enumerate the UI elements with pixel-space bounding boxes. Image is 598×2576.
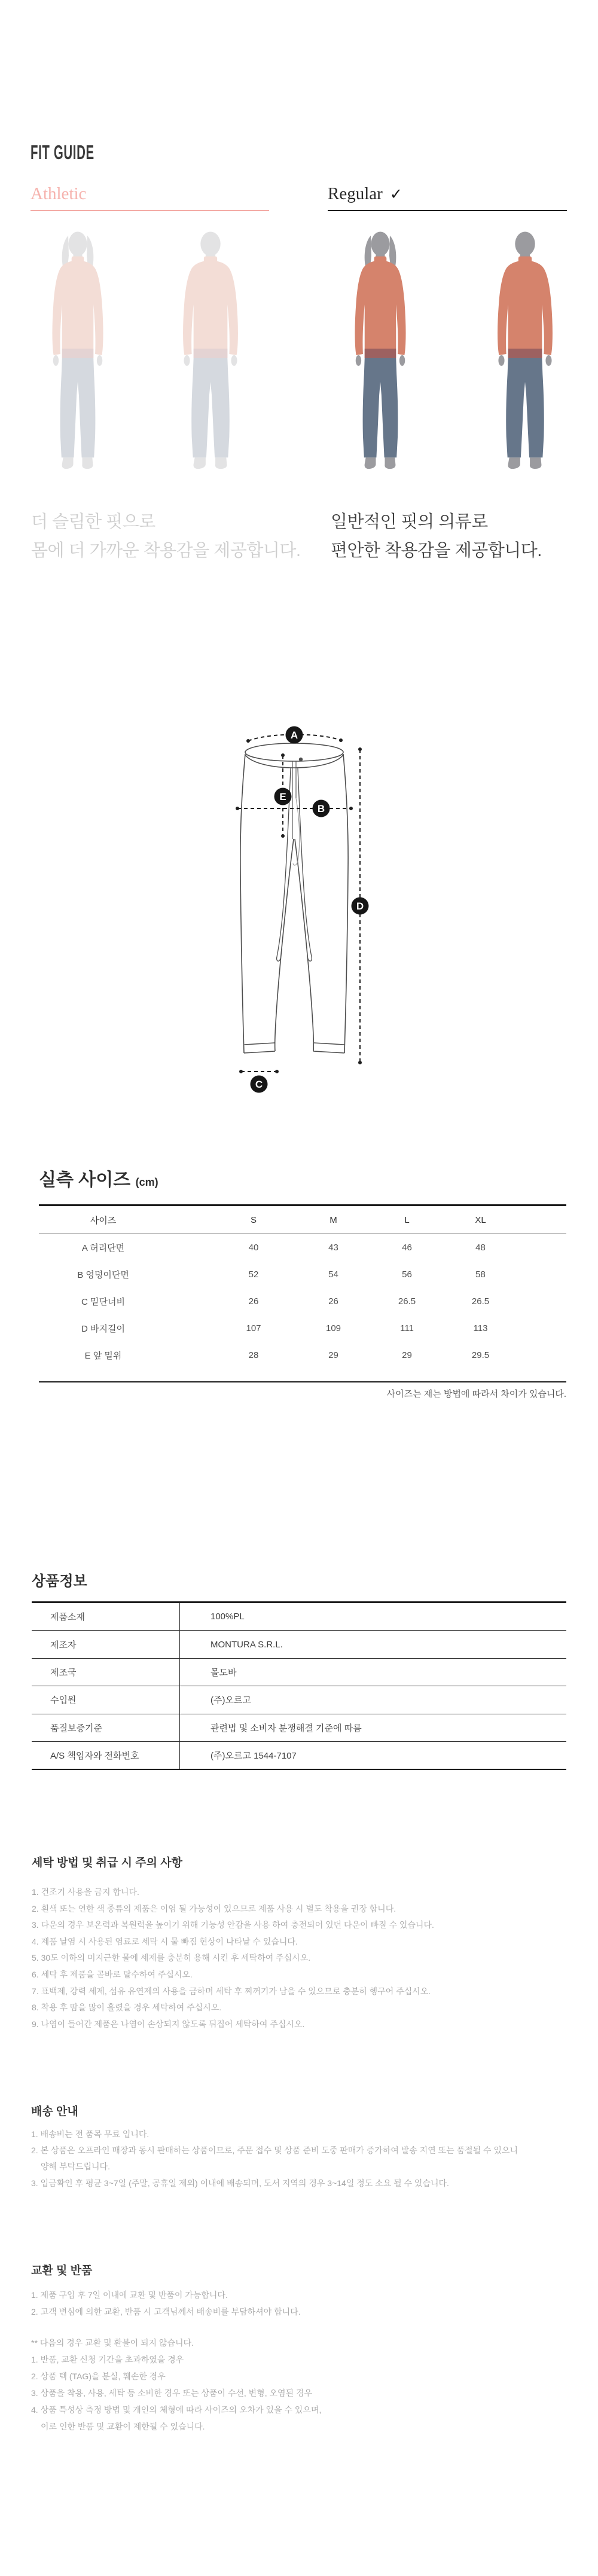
product-info-table [32, 1601, 566, 1770]
athletic-description-line1: 더 슬림한 핏으로 [31, 512, 155, 532]
list-item: 이로 인한 반품 및 교환이 제한될 수 있습니다. [41, 2422, 205, 2431]
size-table-header [39, 1206, 566, 1234]
table-row: A 허리단면 40 43 46 48 [81, 1243, 486, 1253]
table-row: E 앞 밑위 28 29 29 29.5 [84, 1350, 490, 1361]
exchange-list [31, 2287, 321, 2435]
athletic-description-line2: 몸에 더 가까운 착용감을 제공합니다. [31, 541, 301, 560]
shipping-section-title: 배송 안내 [31, 2105, 78, 2118]
table-row: 품질보증기준 관련법 및 소비자 분쟁해결 기준에 따름 [32, 1714, 566, 1741]
list-item: 9. 나염이 들어간 제품은 나염이 손상되지 않도록 뒤집어 세탁하여 주십시오. [32, 2019, 305, 2029]
list-item: 1. 제품 구입 후 7일 이내에 교환 및 반품이 가능합니다. [31, 2290, 228, 2300]
fit-guide-title: FIT GUIDE [30, 141, 94, 163]
list-item: 양해 부탁드립니다. [41, 2162, 110, 2172]
size-col-header: 사이즈 [90, 1215, 117, 1226]
list-item: 4. 상품 특성상 측정 방법 및 개인의 체형에 따라 사이즈의 오차가 있을 수 있으며, [31, 2405, 322, 2415]
marker-c: C [255, 1079, 263, 1090]
list-item: 2. 흰색 또는 연한 색 종류의 제품은 이염 될 가능성이 있으므로 제품 사용 시 별도 착용을 권장 합니다. [32, 1903, 396, 1913]
size-col-s: S [250, 1214, 257, 1225]
measurement-markers [251, 727, 369, 1093]
size-col-l: L [404, 1214, 410, 1225]
marker-e: E [279, 791, 286, 802]
table-row: 제조자 MONTURA S.R.L. [32, 1630, 566, 1658]
marker-d: D [356, 901, 364, 912]
table-row: B 엉덩이단면 52 54 56 58 [77, 1269, 486, 1280]
list-item: 1. 건조기 사용을 금지 합니다. [32, 1887, 139, 1897]
size-note: 사이즈는 재는 방법에 따라서 차이가 있습니다. [386, 1389, 566, 1399]
list-item: 6. 세탁 후 제품을 곧바로 탈수하여 주십시오. [32, 1969, 193, 1979]
list-item: 3. 상품을 착용, 사용, 세탁 등 소비한 경우 또는 상품이 수선, 변형, 오염된 경우 [31, 2388, 312, 2398]
athletic-figure-male [162, 228, 259, 472]
fit-option-regular [328, 184, 402, 204]
fit-option-athletic-label: Athletic [30, 184, 87, 203]
pants-measurement-diagram [212, 715, 392, 1100]
table-row: C 밑단너비 26 26 26.5 26.5 [81, 1296, 490, 1307]
regular-description [331, 508, 542, 565]
athletic-underline [30, 210, 269, 211]
table-row: 제조국 몰도바 [32, 1658, 566, 1686]
exchange-section-title: 교환 및 반품 [31, 2264, 93, 2277]
size-section-title: 실측 사이즈 (cm) [39, 1170, 158, 1190]
fit-option-athletic [30, 184, 86, 204]
list-item: 1. 배송비는 전 품목 무료 입니다. [31, 2129, 150, 2139]
regular-figure-female [335, 228, 425, 472]
athletic-figure-female [33, 228, 123, 472]
regular-underline [328, 210, 567, 211]
list-item: 3. 다운의 경우 보온력과 복원력을 높이기 위해 기능성 안감을 사용 하여 충전되어 있던 다운이 빠질 수 있습니다. [32, 1920, 434, 1930]
athletic-description [31, 508, 301, 565]
marker-b: B [317, 803, 325, 814]
shipping-list [31, 2126, 518, 2192]
list-item: 8. 착용 후 땀을 많이 흘렸을 경우 세탁하여 주십시오. [32, 2003, 222, 2013]
list-item: 3. 입금확인 후 평균 3~7일 (주말, 공휴일 제외) 이내에 배송되며, 도서 지역의 경우 3~14일 정도 소요 될 수 있습니다. [31, 2178, 449, 2188]
waist-button [299, 758, 303, 761]
list-item: 2. 본 상품은 오프라인 매장과 동시 판매하는 상품이므로, 주문 접수 및 상품 준비 도중 판매가 증가하여 발송 지연 또는 품절될 수 있으니 [31, 2145, 518, 2156]
regular-description-line2: 편안한 착용감을 제공합니다. [331, 541, 542, 560]
product-info-title: 상품정보 [32, 1573, 87, 1589]
regular-description-line1: 일반적인 핏의 의류로 [331, 512, 488, 532]
size-unit: (cm) [135, 1176, 158, 1188]
list-item: ** 다음의 경우 교환 및 환불이 되지 않습니다. [31, 2338, 194, 2348]
table-row: 제품소재 100%PL [32, 1603, 566, 1630]
care-section-title: 세탁 방법 및 취급 시 주의 사항 [32, 1857, 182, 1869]
check-icon: ✓ [389, 185, 402, 203]
size-col-xl: XL [475, 1214, 486, 1225]
marker-a: A [290, 730, 298, 741]
regular-figure-male [477, 228, 573, 472]
fit-option-regular-label: Regular [328, 184, 383, 203]
table-row: D 바지길이 107 109 111 113 [81, 1323, 488, 1334]
list-item: 4. 제품 날염 시 사용된 염료로 세탁 시 물 빠짐 현상이 나타날 수 있습니다. [32, 1936, 298, 1946]
table-row: A/S 책임자와 전화번호 (주)오르고 1544-7107 [32, 1741, 566, 1769]
list-item: 1. 반품, 교환 신청 기간을 초과하였을 경우 [31, 2355, 184, 2364]
care-list [32, 1884, 434, 2032]
list-item: 5. 30도 이하의 미지근한 물에 세제를 충분히 용해 시킨 후 세탁하여 주십시오. [32, 1953, 311, 1963]
table-row: 수입원 (주)오르고 [32, 1686, 566, 1713]
pants-outline [240, 743, 348, 1053]
list-item: 2. 상품 텍 (TAG)을 분실, 훼손한 경우 [31, 2371, 166, 2381]
size-table [39, 1204, 566, 1382]
size-col-m: M [329, 1214, 337, 1225]
list-item: 2. 고객 변심에 의한 교환, 반품 시 고객님께서 배송비를 부담하셔야 합니다. [31, 2307, 301, 2316]
list-item: 7. 표백제, 강력 세제, 섬유 유연제의 사용을 금하며 세탁 후 찌꺼기가 남을 수 있으므로 충분히 헹구어 주십시오. [32, 1986, 431, 1996]
